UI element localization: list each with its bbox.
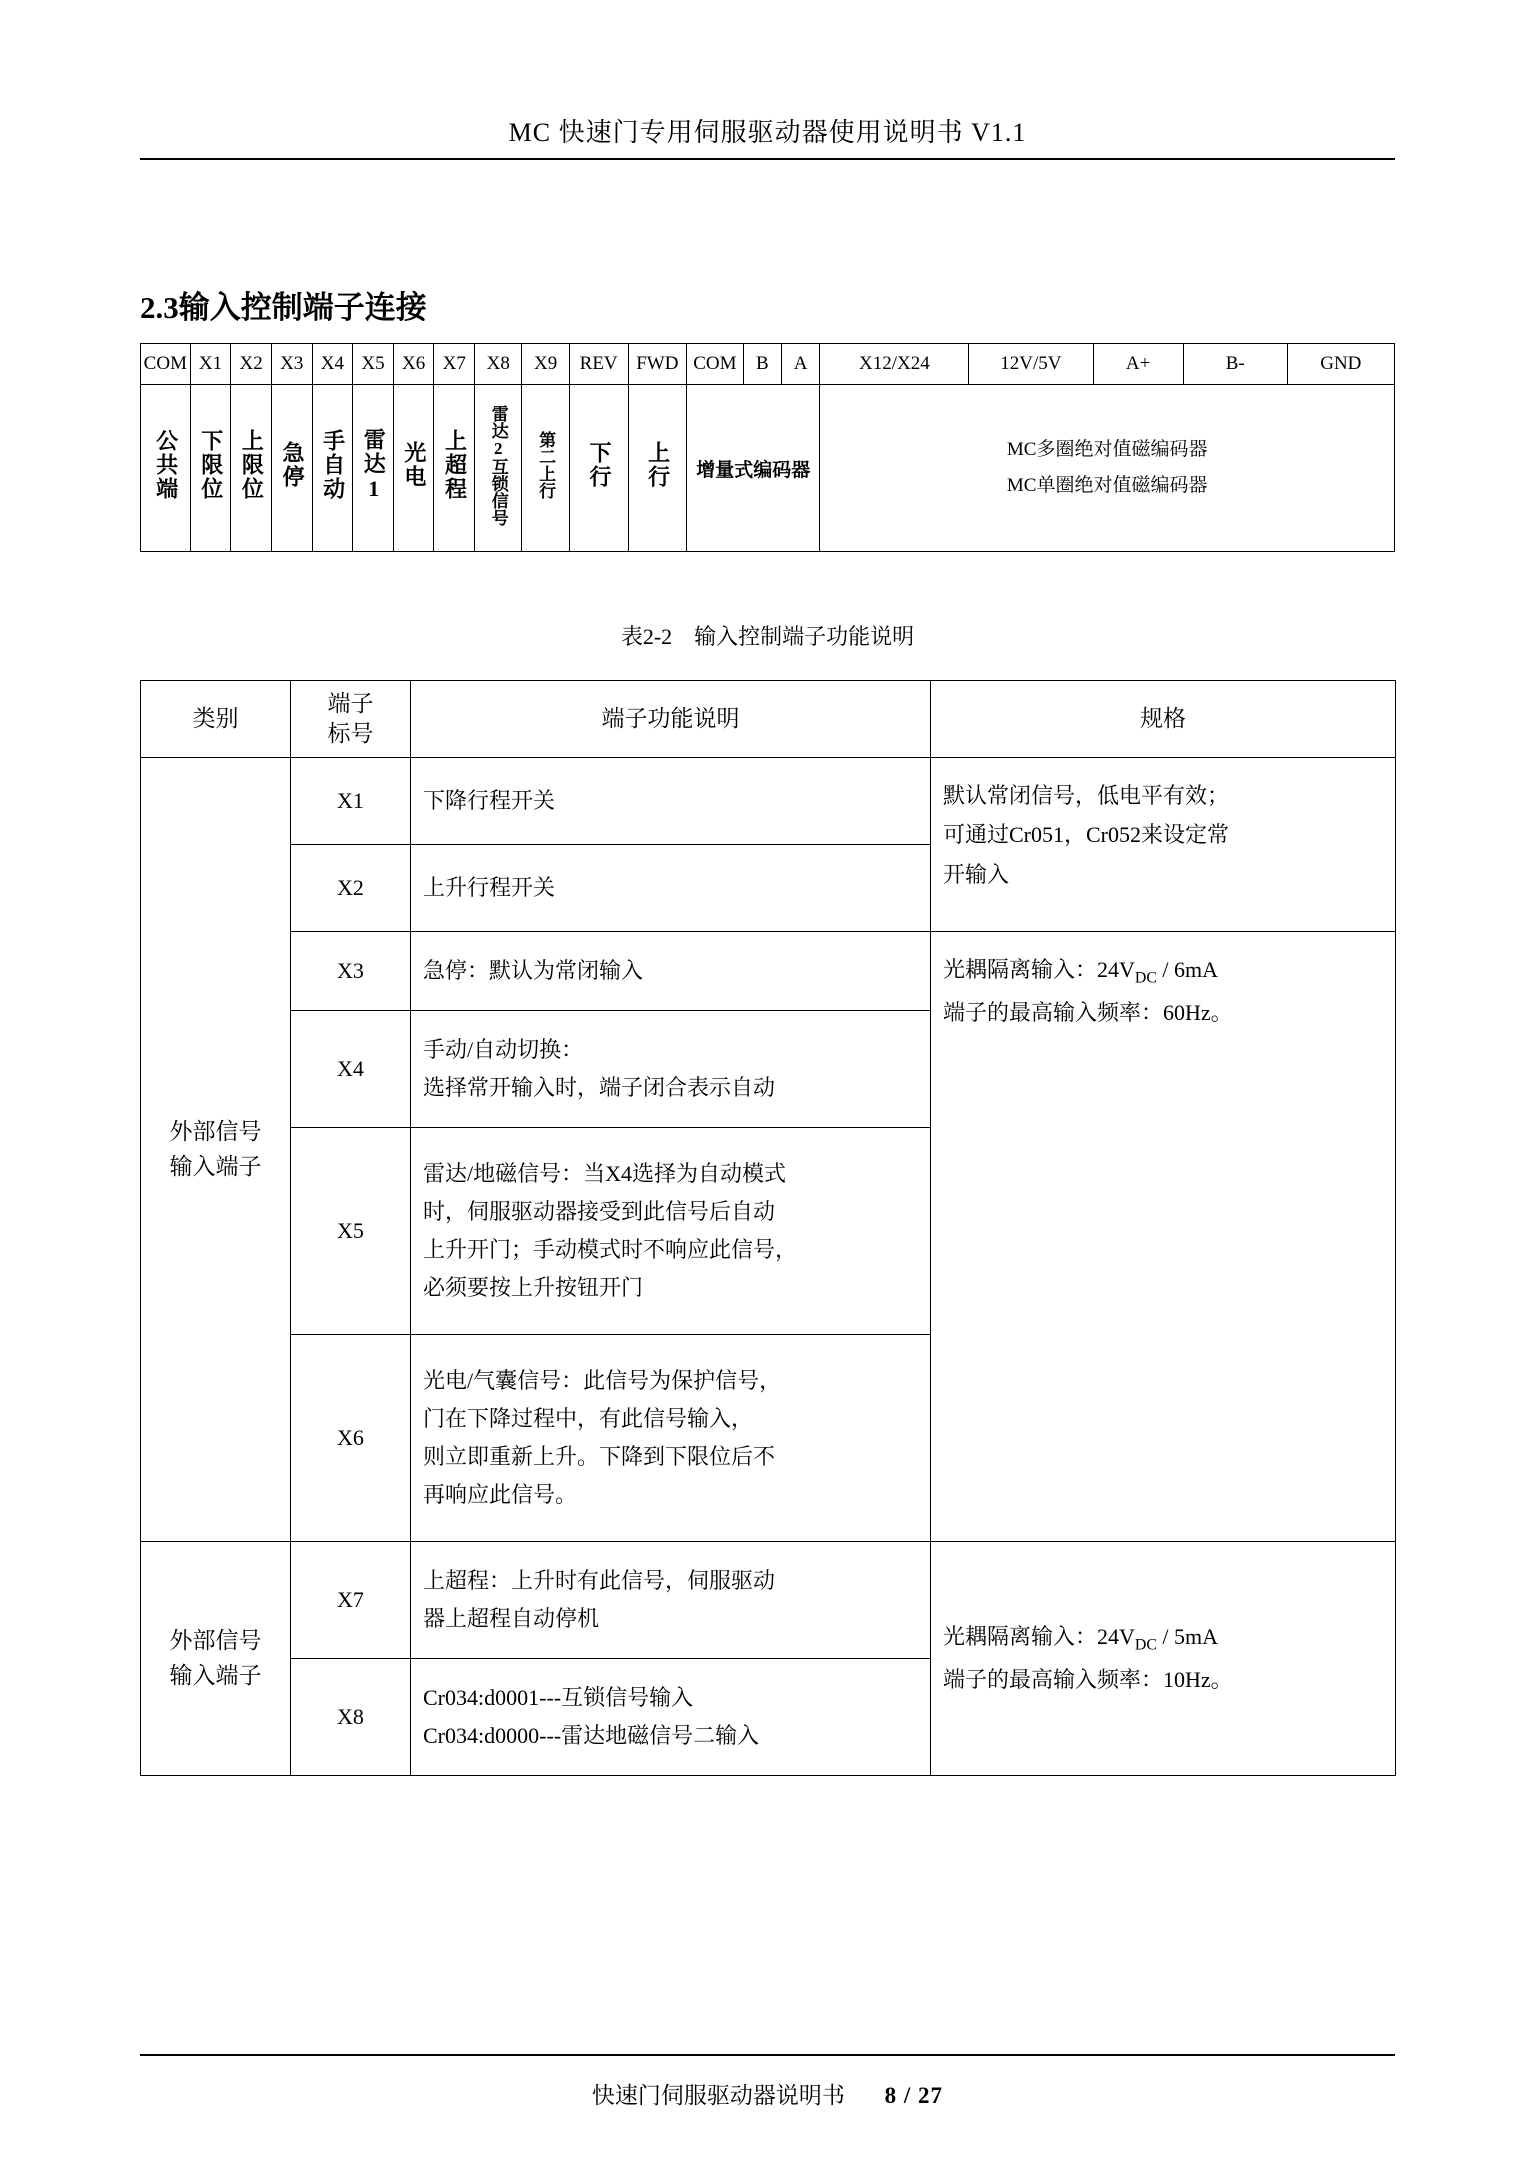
desc-x5-line1: 雷达/地磁信号：当X4选择为自动模式 — [423, 1161, 787, 1187]
mc-encoder-line-1: MC多圈绝对值磁编码器 — [1006, 438, 1208, 460]
header-function-desc: 端子功能说明 — [411, 681, 931, 758]
terminal-function-table — [140, 680, 1396, 1776]
terminal-cell-x7: X7 — [291, 1541, 411, 1658]
spec1-line1: 默认常闭信号，低电平有效； — [943, 782, 1230, 808]
desc-cell-x3: 急停：默认为常闭输入 — [411, 931, 931, 1010]
table-caption: 表2-2 输入控制端子功能说明 — [620, 624, 915, 649]
spec3-line1-a: 光耦隔离输入：24V — [943, 1624, 1135, 1650]
terminal-function-mc-encoders — [820, 385, 1395, 552]
table-row — [141, 1541, 1396, 1658]
terminal-cell-x8: X8 — [291, 1658, 411, 1775]
desc-x7-line1: 上超程：上升时有此信号，伺服驱动 — [423, 1567, 776, 1593]
spec-cell-1 — [931, 757, 1396, 931]
terminal-function-x9: 第二上行 — [522, 385, 569, 552]
desc-cell-x4 — [411, 1010, 931, 1127]
spec1-line2: 可通过Cr051，Cr052来设定常 — [943, 822, 1230, 848]
function-table-header-row — [141, 681, 1396, 758]
terminal-label-com1: COM — [141, 344, 191, 385]
terminal-label-x4: X4 — [312, 344, 353, 385]
table-row — [141, 757, 1396, 844]
category-cell-2 — [141, 1541, 291, 1775]
terminal-map-function-row — [141, 385, 1395, 552]
desc-x6-line3: 则立即重新上升。下降到下限位后不 — [423, 1443, 776, 1469]
terminal-function-x4: 手自动 — [312, 385, 353, 552]
spec3-line1-sub: DC — [1134, 1636, 1157, 1654]
terminal-label-aplus: A+ — [1093, 344, 1183, 385]
category-line1: 外部信号 — [169, 1118, 262, 1144]
terminal-function-x6: 光电 — [393, 385, 434, 552]
desc-cell-x6 — [411, 1334, 931, 1541]
terminal-label-x8: X8 — [475, 344, 522, 385]
terminal-cell-x4: X4 — [291, 1010, 411, 1127]
terminal-label-x5: X5 — [353, 344, 394, 385]
spec2-line1-a: 光耦隔离输入：24V — [943, 956, 1135, 982]
spec3-line2: 端子的最高输入频率：10Hz。 — [943, 1666, 1233, 1692]
desc-x4-line2: 选择常开输入时，端子闭合表示自动 — [423, 1074, 776, 1100]
desc-cell-x5 — [411, 1127, 931, 1334]
mc-encoder-line-2: MC单圈绝对值磁编码器 — [1006, 475, 1208, 496]
terminal-function-x3: 急停 — [271, 385, 312, 552]
terminal-label-rev: REV — [569, 344, 628, 385]
spec3-line1 — [943, 1617, 1383, 1660]
terminal-cell-x6: X6 — [291, 1334, 411, 1541]
desc-x8-line2: Cr034:d0000---雷达地磁信号二输入 — [423, 1722, 760, 1748]
terminal-cell-x1: X1 — [291, 757, 411, 844]
terminal-function-x1: 下限位 — [190, 385, 231, 552]
terminal-map-table — [140, 343, 1395, 552]
terminal-function-com: 公共端 — [141, 385, 191, 552]
terminal-cell-x5: X5 — [291, 1127, 411, 1334]
desc-x4-line1: 手动/自动切换： — [423, 1036, 584, 1062]
terminal-label-x1: X1 — [190, 344, 231, 385]
terminal-function-incremental-encoder: 增量式编码器 — [687, 385, 820, 552]
footer-text: 快速门伺服驱动器说明书 — [591, 2083, 845, 2108]
terminal-function-x2: 上限位 — [231, 385, 272, 552]
terminal-map-header-row — [141, 344, 1395, 385]
header-divider — [140, 158, 1395, 160]
terminal-cell-x3: X3 — [291, 931, 411, 1010]
desc-x8-line1: Cr034:d0001---互锁信号输入 — [423, 1684, 694, 1710]
terminal-label-x6: X6 — [393, 344, 434, 385]
desc-x5-line4: 必须要按上升按钮开门 — [423, 1274, 644, 1300]
terminal-function-x5: 雷达1 — [353, 385, 394, 552]
category-cell-1 — [141, 757, 291, 1541]
terminal-label-a: A — [781, 344, 819, 385]
footer-divider — [140, 2054, 1395, 2056]
terminal-label-x3: X3 — [271, 344, 312, 385]
category-line2: 输入端子 — [169, 1154, 262, 1180]
terminal-function-x7: 上超程 — [434, 385, 475, 552]
spec2-line1-sub: DC — [1134, 969, 1157, 987]
terminal-label-x12x24: X12/X24 — [820, 344, 969, 385]
desc-x5-line3: 上升开门；手动模式时不响应此信号， — [423, 1236, 798, 1262]
terminal-label-com2: COM — [687, 344, 743, 385]
spec3-line1-b: / 5mA — [1156, 1624, 1219, 1650]
terminal-function-rev: 下行 — [569, 385, 628, 552]
terminal-label-b: B — [743, 344, 781, 385]
terminal-label-12v5v: 12V/5V — [969, 344, 1093, 385]
spec1-line3: 开输入 — [943, 861, 1010, 887]
page-footer — [140, 2077, 1395, 2110]
terminal-label-x7: X7 — [434, 344, 475, 385]
spec-cell-3 — [931, 1541, 1396, 1775]
table-row — [141, 931, 1396, 1010]
header-terminal-line1: 端子 — [327, 691, 374, 716]
header-spec: 规格 — [931, 681, 1396, 758]
header-terminal-line2: 标号 — [327, 720, 374, 746]
desc-cell-x1: 下降行程开关 — [411, 757, 931, 844]
spec2-line2: 端子的最高输入频率：60Hz。 — [943, 999, 1233, 1025]
page-header: MC 快速门专用伺服驱动器使用说明书 V1.1 — [508, 118, 1027, 147]
terminal-label-x2: X2 — [231, 344, 272, 385]
terminal-cell-x2: X2 — [291, 844, 411, 931]
desc-x5-line2: 时，伺服驱动器接受到此信号后自动 — [423, 1198, 776, 1224]
terminal-label-gnd: GND — [1287, 344, 1394, 385]
spec2-line1-b: / 6mA — [1156, 956, 1219, 982]
terminal-label-x9: X9 — [522, 344, 569, 385]
desc-x7-line2: 器上超程自动停机 — [423, 1605, 600, 1631]
desc-cell-x2: 上升行程开关 — [411, 844, 931, 931]
header-category: 类别 — [141, 681, 291, 758]
spec2-line1 — [943, 950, 1383, 993]
category2-line1: 外部信号 — [169, 1627, 262, 1653]
terminal-function-x8: 雷达2互锁信号 — [475, 385, 522, 552]
desc-x6-line4: 再响应此信号。 — [423, 1481, 578, 1507]
header-terminal-number — [291, 681, 411, 758]
desc-cell-x8 — [411, 1658, 931, 1775]
terminal-label-bminus: B- — [1183, 344, 1287, 385]
spec-cell-2 — [931, 931, 1396, 1541]
page-number: 8 / 27 — [884, 2083, 944, 2108]
desc-x6-line2: 门在下降过程中，有此信号输入， — [423, 1405, 754, 1431]
category2-line2: 输入端子 — [169, 1663, 262, 1689]
desc-x6-line1: 光电/气囊信号：此信号为保护信号， — [423, 1368, 782, 1394]
terminal-label-fwd: FWD — [628, 344, 687, 385]
terminal-function-fwd: 上行 — [628, 385, 687, 552]
section-title: 2.3输入控制端子连接 — [140, 290, 427, 325]
desc-cell-x7 — [411, 1541, 931, 1658]
